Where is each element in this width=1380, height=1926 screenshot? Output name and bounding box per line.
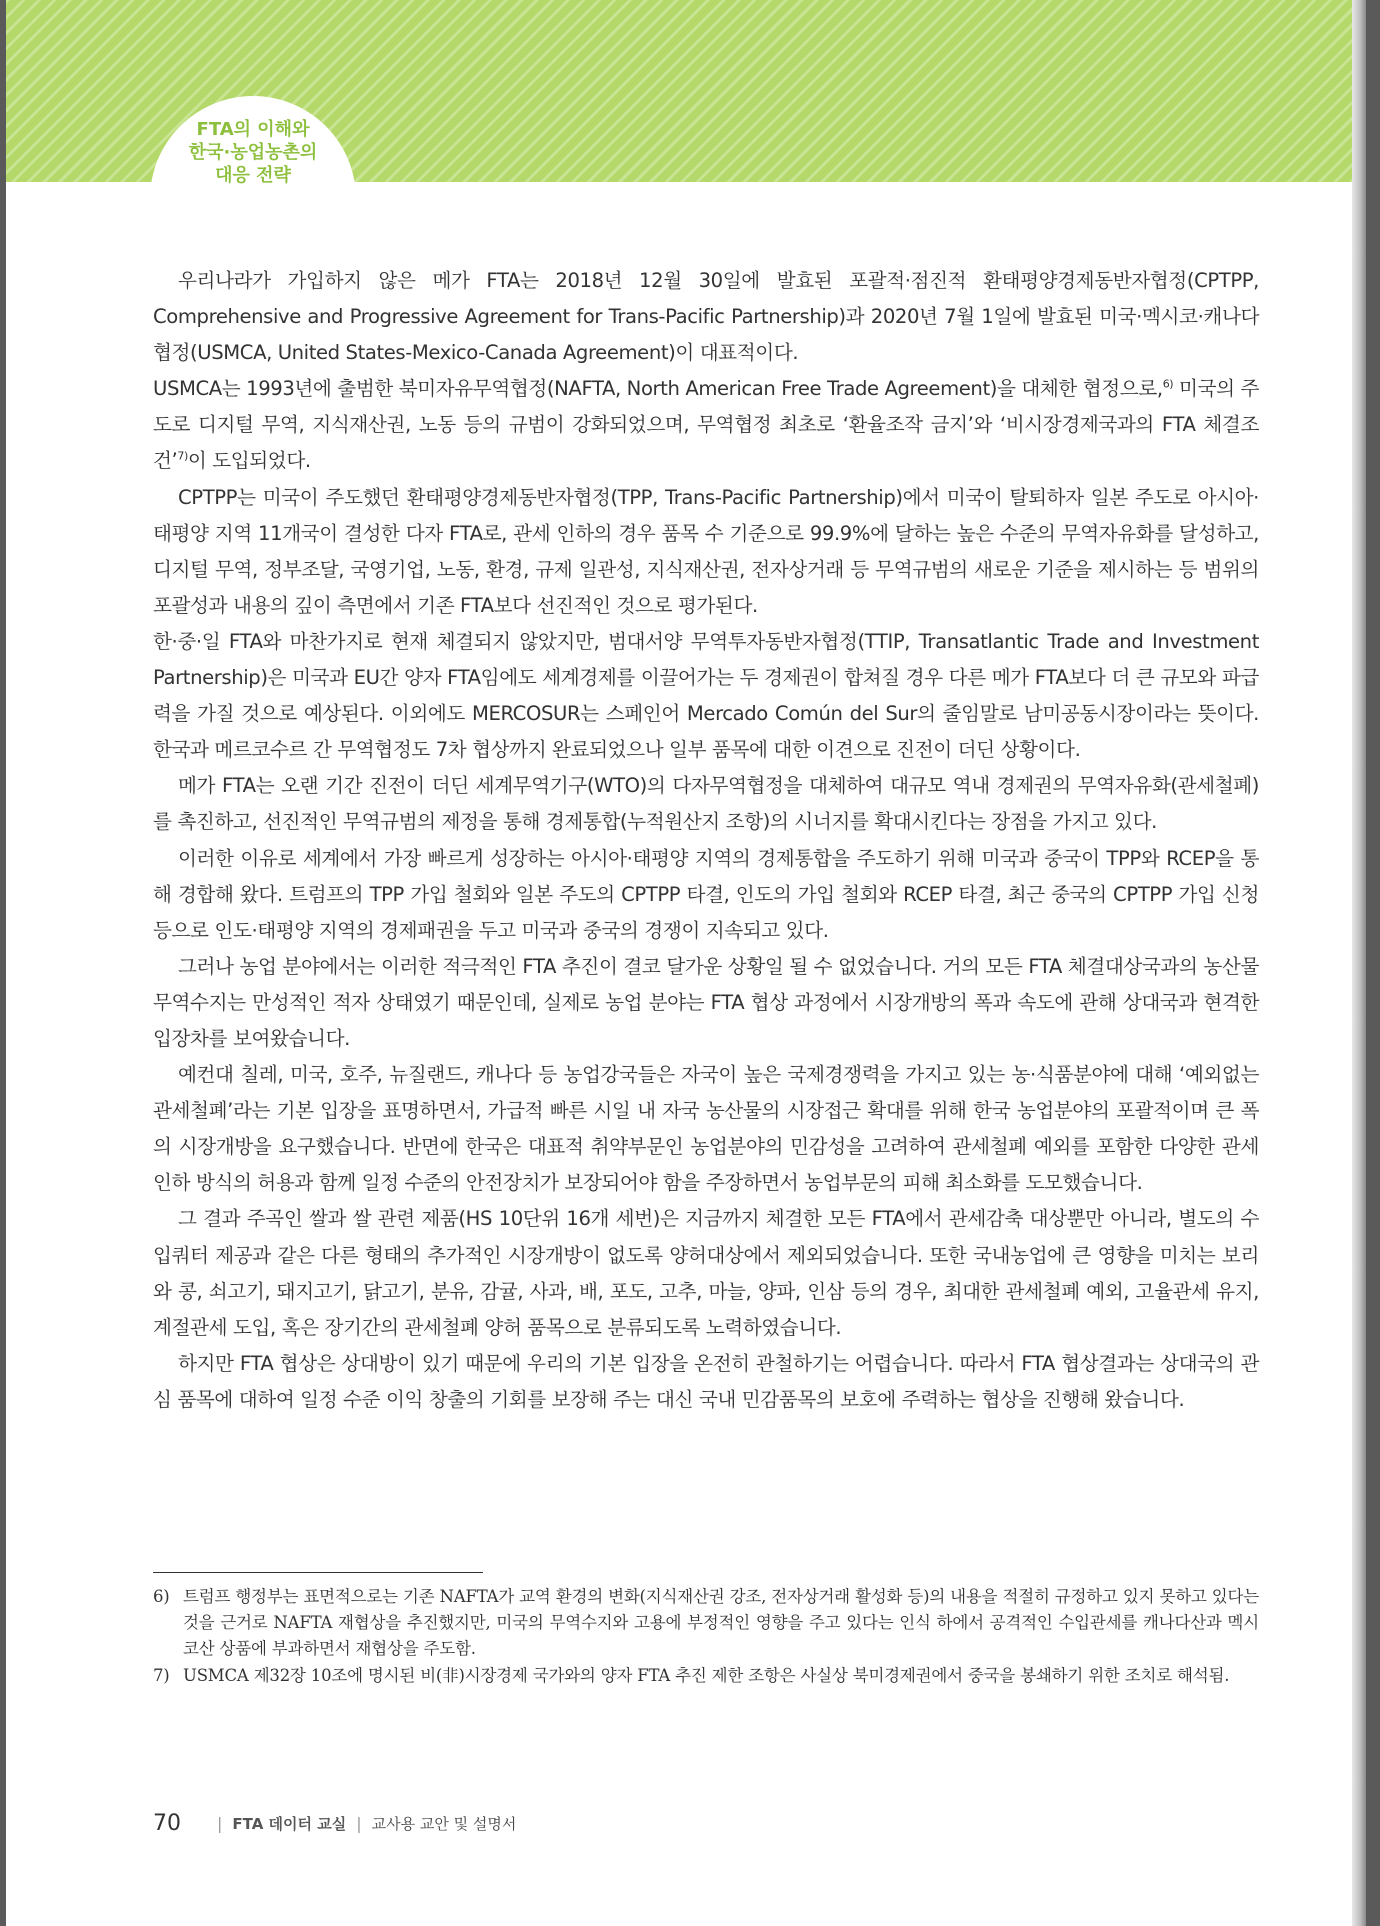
chapter-title-line-1: FTA의 이해와	[196, 119, 310, 140]
footer-book-title: 교사용 교안 및 설명서	[371, 1814, 517, 1833]
footer-series-title: FTA 데이터 교실	[232, 1814, 347, 1833]
footnote-number: 7)	[153, 1665, 170, 1685]
footnote-number: 6)	[153, 1587, 170, 1606]
page-number: 70	[153, 1810, 181, 1836]
body-text	[153, 263, 1259, 1418]
footnote-6	[153, 1584, 1259, 1663]
footnotes	[153, 1584, 1259, 1689]
paragraph-2-text-a: USMCA는 1993년에 출범한 북미자유무역협정(NAFTA, North American Free Trade Agreement)을 대체한 협정으로,	[153, 377, 1163, 401]
footer-separator: |	[217, 1813, 223, 1833]
chapter-title-line-2: 한국·농업농촌의	[188, 142, 318, 163]
page-footer	[153, 1808, 516, 1838]
footnote-ref-7[interactable]: 7)	[177, 449, 188, 463]
paragraph-1: 우리나라가 가입하지 않은 메가 FTA는 2018년 12월 30일에 발효된 포괄적·점진적 환태평양경제동반자협정(CPTPP, Comprehensive and Progressive Agreement for Trans-Pacific Partnership)과 2020년 7월 1일에 발효된 미국·멕시코·캐나다협정(USMCA, United States-Mexico-Canada Agreement)이 대표적이다.	[153, 269, 1259, 365]
paragraph-5: 메가 FTA는 오랜 기간 진전이 더딘 세계무역기구(WTO)의 다자무역협정을 대체하여 대규모 역내 경제권의 무역자유화(관세철폐)를 촉진하고, 선진적인 무역규범의 제정을 통해 경제통합(누적원산지 조항)의 시너지를 확대시킨다는 장점을 가지고 있다.	[153, 774, 1259, 834]
paragraph-2-text-b: 미국의 주도로 디지털 무역, 지식재산권, 노동 등의 규범이 강화되었으며, 무역협정 최초로 ‘환율조작 금지’와 ‘비시장경제국과의 FTA 체결조건’	[153, 377, 1259, 473]
paragraph-3: CPTPP는 미국이 주도했던 환태평양경제동반자협정(TPP, Trans-Pacific Partnership)에서 미국이 탈퇴하자 일본 주도로 아시아·태평양 지역 11개국이 결성한 다자 FTA로, 관세 인하의 경우 품목 수 기준으로 99.9%에 달하는 높은 수준의 무역자유화를 달성하고, 디지털 무역, 정부조달, 국영기업, 노동, 환경, 규제 일관성, 지식재산권, 전자상거래 등 무역규범의 새로운 기준을 제시하는 등 범위의 포괄성과 내용의 깊이 측면에서 기존 FTA보다 선진적인 것으로 평가된다.	[153, 485, 1259, 617]
paragraph-10: 하지만 FTA 협상은 상대방이 있기 때문에 우리의 기본 입장을 온전히 관철하기는 어렵습니다. 따라서 FTA 협상결과는 상대국의 관심 품목에 대하여 일정 수준 이익 창출의 기회를 보장해 주는 대신 국내 민감품목의 보호에 주력하는 협상을 진행해 왔습니다.	[153, 1351, 1259, 1411]
footnote-text: USMCA 제32장 10조에 명시된 비(非)시장경제 국가와의 양자 FTA 추진 제한 조항은 사실상 북미경제권에서 중국을 봉쇄하기 위한 조치로 해석됨.	[183, 1665, 1230, 1685]
footnote-7	[153, 1663, 1259, 1689]
paragraph-6: 이러한 이유로 세계에서 가장 빠르게 성장하는 아시아·태평양 지역의 경제통합을 주도하기 위해 미국과 중국이 TPP와 RCEP을 통해 경합해 왔다. 트럼프의 TPP 가입 철회와 일본 주도의 CPTPP 타결, 인도의 가입 철회와 RCEP 타결, 최근 중국의 CPTPP 가입 신청 등으로 인도·태평양 지역의 경제패권을 두고 미국과 중국의 경쟁이 지속되고 있다.	[153, 846, 1259, 942]
paragraph-8: 예컨대 칠레, 미국, 호주, 뉴질랜드, 캐나다 등 농업강국들은 자국이 높은 국제경쟁력을 가지고 있는 농·식품분야에 대해 ‘예외없는 관세철폐’라는 기본 입장을 표명하면서, 가급적 빠른 시일 내 자국 농산물의 시장접근 확대를 위해 한국 농업분야의 포괄적이며 큰 폭의 시장개방을 요구했습니다. 반면에 한국은 대표적 취약부문인 농업분야의 민감성을 고려하여 관세철폐 예외를 포함한 다양한 관세인하 방식의 허용과 함께 일정 수준의 안전장치가 보장되어야 함을 주장하면서 농업부문의 피해 최소화를 도모했습니다.	[153, 1063, 1259, 1195]
chapter-title	[150, 118, 356, 187]
paragraph-2	[153, 371, 1259, 479]
footnote-divider	[153, 1572, 483, 1573]
document-page	[6, 0, 1366, 1926]
paragraph-7: 그러나 농업 분야에서는 이러한 적극적인 FTA 추진이 결코 달가운 상황일 될 수 없었습니다. 거의 모든 FTA 체결대상국과의 농산물 무역수지는 만성적인 적자 상태였기 때문인데, 실제로 농업 분야는 FTA 협상 과정에서 시장개방의 폭과 속도에 관해 상대국과 현격한 입장차를 보여왔습니다.	[153, 954, 1259, 1050]
footer-separator: |	[356, 1813, 362, 1833]
paragraph-9: 그 결과 주곡인 쌀과 쌀 관련 제품(HS 10단위 16개 세번)은 지금까지 체결한 모든 FTA에서 관세감축 대상뿐만 아니라, 별도의 수입쿼터 제공과 같은 다른 형태의 추가적인 시장개방이 없도록 양허대상에서 제외되었습니다. 또한 국내농업에 큰 영향을 미치는 보리와 콩, 쇠고기, 돼지고기, 닭고기, 분유, 감귤, 사과, 배, 포도, 고추, 마늘, 양파, 인삼 등의 경우, 최대한 관세철폐 예외, 고율관세 유지, 계절관세 도입, 혹은 장기간의 관세철폐 양허 품목으로 분류되도록 노력하였습니다.	[153, 1207, 1259, 1339]
chapter-title-line-3: 대응 전략	[215, 165, 291, 186]
paragraph-4: 한·중·일 FTA와 마찬가지로 현재 체결되지 않았지만, 범대서양 무역투자동반자협정(TTIP, Transatlantic Trade and Investment Partnership)은 미국과 EU간 양자 FTA임에도 세계경제를 이끌어가는 두 경제권이 합쳐질 경우 다른 메가 FTA보다 더 큰 규모와 파급력을 가질 것으로 예상된다. 이외에도 MERCOSUR는 스페인어 Mercado Común del Sur의 줄임말로 남미공동시장이라는 뜻이다. 한국과 메르코수르 간 무역협정도 7차 협상까지 완료되었으나 일부 품목에 대한 이견으로 진전이 더딘 상황이다.	[153, 629, 1259, 762]
footnote-text: 트럼프 행정부는 표면적으로는 기존 NAFTA가 교역 환경의 변화(지식재산권 강조, 전자상거래 활성화 등)의 내용을 적절히 규정하고 있지 못하고 있다는 것을 근거로 NAFTA 재협상을 추진했지만, 미국의 무역수지와 고용에 부정적인 영향을 주고 있다는 인식 하에서 공격적인 수입관세를 캐나다산과 멕시코산 상품에 부과하면서 재협상을 주도함.	[183, 1587, 1259, 1659]
footnote-ref-6[interactable]: 6)	[1162, 377, 1174, 391]
paragraph-2-text-c: 이 도입되었다.	[187, 449, 311, 473]
page-edge-shadow	[1352, 0, 1366, 1926]
